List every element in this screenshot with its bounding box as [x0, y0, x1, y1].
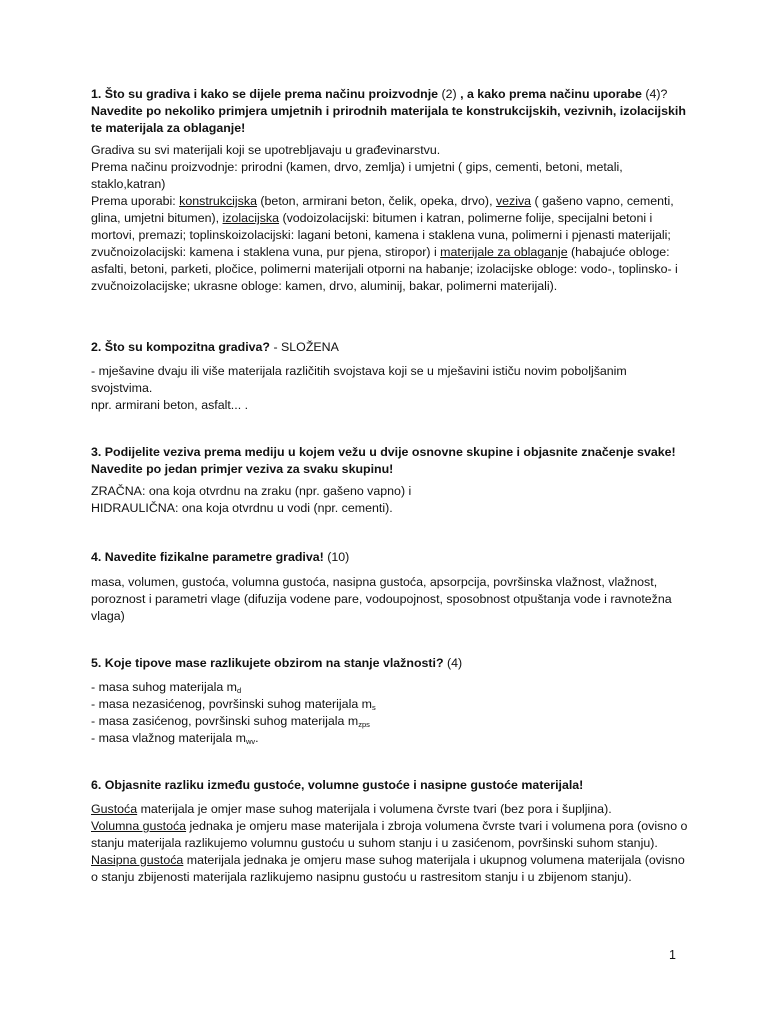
- answer-6-volumna: [91, 818, 691, 852]
- answer-6-nasipna: [91, 852, 691, 886]
- answer-6: [91, 801, 691, 886]
- term-veziva: veziva: [495, 194, 532, 208]
- mass-item: [91, 730, 691, 747]
- answer-1-prefix: Prema uporabi:: [91, 194, 180, 208]
- mass-item-subscript: zps: [358, 720, 370, 729]
- answer-6-text-2: jednaka je omjeru mase materijala i zbroja volumena čvrste tvari i volumena pora (ovisno o stanju materijala razlikujemo volumnu gustoću u suhom stanju i u zasićenom, površinski suhom stanju).: [91, 819, 688, 850]
- question-1-title: [91, 86, 691, 137]
- question-1-title-mid: , a kako prema načinu uporabe: [460, 87, 646, 101]
- answer-5: [91, 679, 691, 747]
- question-1-points-b: (4)?: [645, 87, 668, 101]
- answer-2: [91, 363, 691, 414]
- answer-4: [91, 574, 691, 625]
- question-5-points: (4): [443, 656, 463, 670]
- question-3: [91, 444, 691, 517]
- question-1-points-a: (2): [438, 87, 461, 101]
- question-2-title-text: 2. Što su kompozitna gradiva?: [91, 340, 271, 354]
- question-6: [91, 777, 691, 886]
- answer-6-gustoca: [91, 801, 691, 818]
- answer-3: [91, 483, 691, 517]
- mass-item: [91, 679, 691, 696]
- question-6-title: 6. Objasnite razliku između gustoće, volumne gustoće i nasipne gustoće materijala!: [91, 778, 584, 792]
- question-2-title-tail: - SLOŽENA: [270, 340, 339, 354]
- question-5-title-text: 5. Koje tipove mase razlikujete obzirom na stanje vlažnosti?: [91, 656, 444, 670]
- answer-1-line-3: [91, 193, 691, 295]
- term-gustoca: Gustoća: [91, 802, 138, 816]
- answer-1: [91, 142, 691, 295]
- term-nasipna-gustoca: Nasipna gustoća: [91, 853, 184, 867]
- mass-item-subscript: wv: [245, 737, 256, 746]
- answer-1-text-2: ( gašeno vapno, cementi, glina, umjetni bitumen),: [91, 194, 674, 225]
- question-2-title: [91, 339, 691, 356]
- question-1-title-line2: Navedite po nekoliko primjera umjetnih i prirodnih materijala te konstrukcijskih, vezivnih, izolacijskih te materijala za oblaganje!: [91, 104, 686, 135]
- term-materijale-za-oblaganje: materijale za oblaganje: [440, 245, 568, 259]
- question-4: [91, 549, 691, 625]
- answer-2-line-2: npr. armirani beton, asfalt... .: [91, 398, 249, 412]
- answer-1-line-1: Gradiva su svi materijali koji se upotrebljavaju u građevinarstvu.: [91, 143, 441, 157]
- answer-1-text-1: (beton, armirani beton, čelik, opeka, drvo),: [256, 194, 496, 208]
- answer-6-text-3: materijala jednaka je omjeru mase suhog materijala i ukupnog volumena materijala (ovisno o stanju zbijenosti materijala razlikujemo nasipnu gustoću u rastresitom stanju i u zbijenom stanju).: [91, 853, 685, 884]
- mass-item: [91, 696, 691, 713]
- answer-3-line-1: ZRAČNA: ona koja otvrdnu na zraku (npr. gašeno vapno) i: [91, 484, 412, 498]
- answer-1-text-4: (habajuće obloge: asfalti, betoni, parketi, pločice, polimerni materijali otporni na habanje; izolacijske obloge: vodo-, toplinsko- i zvučnoizolacijske; ukrasne obloge: kamen, drvo, aluminij, bakar, polimerni materijali).: [91, 245, 678, 293]
- answer-1-line-2: Prema načinu proizvodnje: prirodni (kamen, drvo, zemlja) i umjetni ( gips, cementi, betoni, metali, staklo,katran): [91, 160, 623, 191]
- term-izolacijska: izolacijska: [222, 211, 280, 225]
- answer-4-line-1: masa, volumen, gustoća, volumna gustoća, nasipna gustoća, apsorpcija, površinska vlažnost, vlažnost, poroznost i parametri vlage (difuzija vodene pare, vodoupojnost, sposobnost otpuštanja vode i ravnotežna vlaga): [91, 575, 672, 623]
- question-2: [91, 339, 691, 414]
- mass-item-text: - masa vlažnog materijala m: [91, 731, 246, 745]
- question-1: [91, 86, 691, 295]
- answer-2-line-1: - mješavine dvaju ili više materijala različitih svojstava koji se u mješavini ističu novim poboljšanim svojstvima.: [91, 364, 627, 395]
- question-4-title: [91, 549, 691, 566]
- mass-item-subscript: s: [371, 703, 376, 712]
- question-1-title-text: 1. Što su gradiva i kako se dijele prema načinu proizvodnje: [91, 87, 439, 101]
- answer-1-text-3: (vodoizolacijski: bitumen i katran, polimerne folije, specijalni betoni i mortovi, premazi; toplinskoizolacijski: lagani betoni, kamena i staklena vuna, polimerni i pjenasti materijali; zvučnoizolacijski: kamena i staklena vuna, pur pjena, stiropor) i: [91, 211, 671, 259]
- question-4-title-text: 4. Navedite fizikalne parametre gradiva!: [91, 550, 324, 564]
- term-konstrukcijska: konstrukcijska: [179, 194, 257, 208]
- question-5-title: [91, 655, 691, 672]
- mass-item-text: - masa suhog materijala m: [91, 680, 237, 694]
- mass-item-end: .: [255, 731, 259, 745]
- mass-item-subscript: d: [237, 686, 242, 695]
- answer-6-text-1: materijala je omjer mase suhog materijala i volumena čvrste tvari (bez pora i šupljina).: [137, 802, 612, 816]
- question-4-points: (10): [323, 550, 350, 564]
- mass-item-text: - masa nezasićenog, površinski suhog materijala m: [91, 697, 372, 711]
- mass-item-text: - masa zasićenog, površinski suhog materijala m: [91, 714, 359, 728]
- term-volumna-gustoca: Volumna gustoća: [91, 819, 187, 833]
- question-3-title: 3. Podijelite veziva prema mediju u kojem vežu u dvije osnovne skupine i objasnite značenje svake! Navedite po jedan primjer veziva za svaku skupinu!: [91, 445, 676, 476]
- answer-3-line-2: HIDRAULIČNA: ona koja otvrdnu u vodi (npr. cementi).: [91, 501, 393, 515]
- page-number: 1: [669, 948, 676, 962]
- question-5: [91, 655, 691, 747]
- mass-item: [91, 713, 691, 730]
